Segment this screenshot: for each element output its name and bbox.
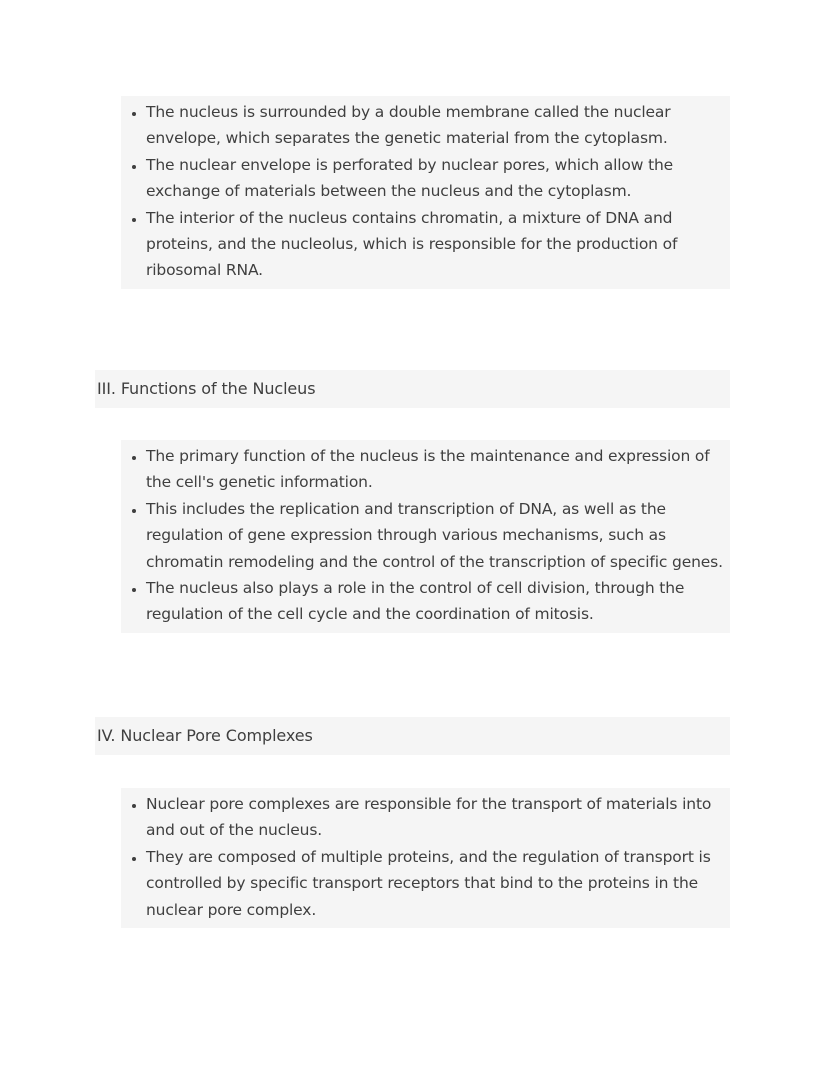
list-item: • The primary function of the nucleus is the maintenance and expression of the cell's genetic information.	[146, 443, 728, 496]
list-item: • The nucleus is surrounded by a double membrane called the nuclear envelope, which separates the genetic material from the cytoplasm.	[146, 99, 728, 152]
bullet-list	[121, 443, 728, 628]
bullet-list-nuclear-pore-complexes	[121, 788, 730, 928]
section-heading-functions-of-the-nucleus: III. Functions of the Nucleus	[95, 370, 730, 408]
section-heading-nuclear-pore-complexes: IV. Nuclear Pore Complexes	[95, 717, 730, 755]
list-item: • Nuclear pore complexes are responsible for the transport of materials into and out of the nucleus.	[146, 791, 728, 844]
list-item: • They are composed of multiple proteins, and the regulation of transport is controlled by specific transport receptors that bind to the proteins in the nuclear pore complex.	[146, 844, 728, 923]
bullet-list-nucleus-functions	[121, 440, 730, 633]
bullet-list	[121, 99, 728, 284]
list-item: • The nucleus also plays a role in the control of cell division, through the regulation of the cell cycle and the coordination of mitosis.	[146, 575, 728, 628]
list-item: • The nuclear envelope is perforated by nuclear pores, which allow the exchange of materials between the nucleus and the cytoplasm.	[146, 152, 728, 205]
bullet-list	[121, 791, 728, 923]
list-item: • The interior of the nucleus contains chromatin, a mixture of DNA and proteins, and the nucleolus, which is responsible for the production of ribosomal RNA.	[146, 205, 728, 284]
list-item: • This includes the replication and transcription of DNA, as well as the regulation of gene expression through various mechanisms, such as chromatin remodeling and the control of the transcription of specific genes.	[146, 496, 728, 575]
bullet-list-nucleus-structure	[121, 96, 730, 289]
